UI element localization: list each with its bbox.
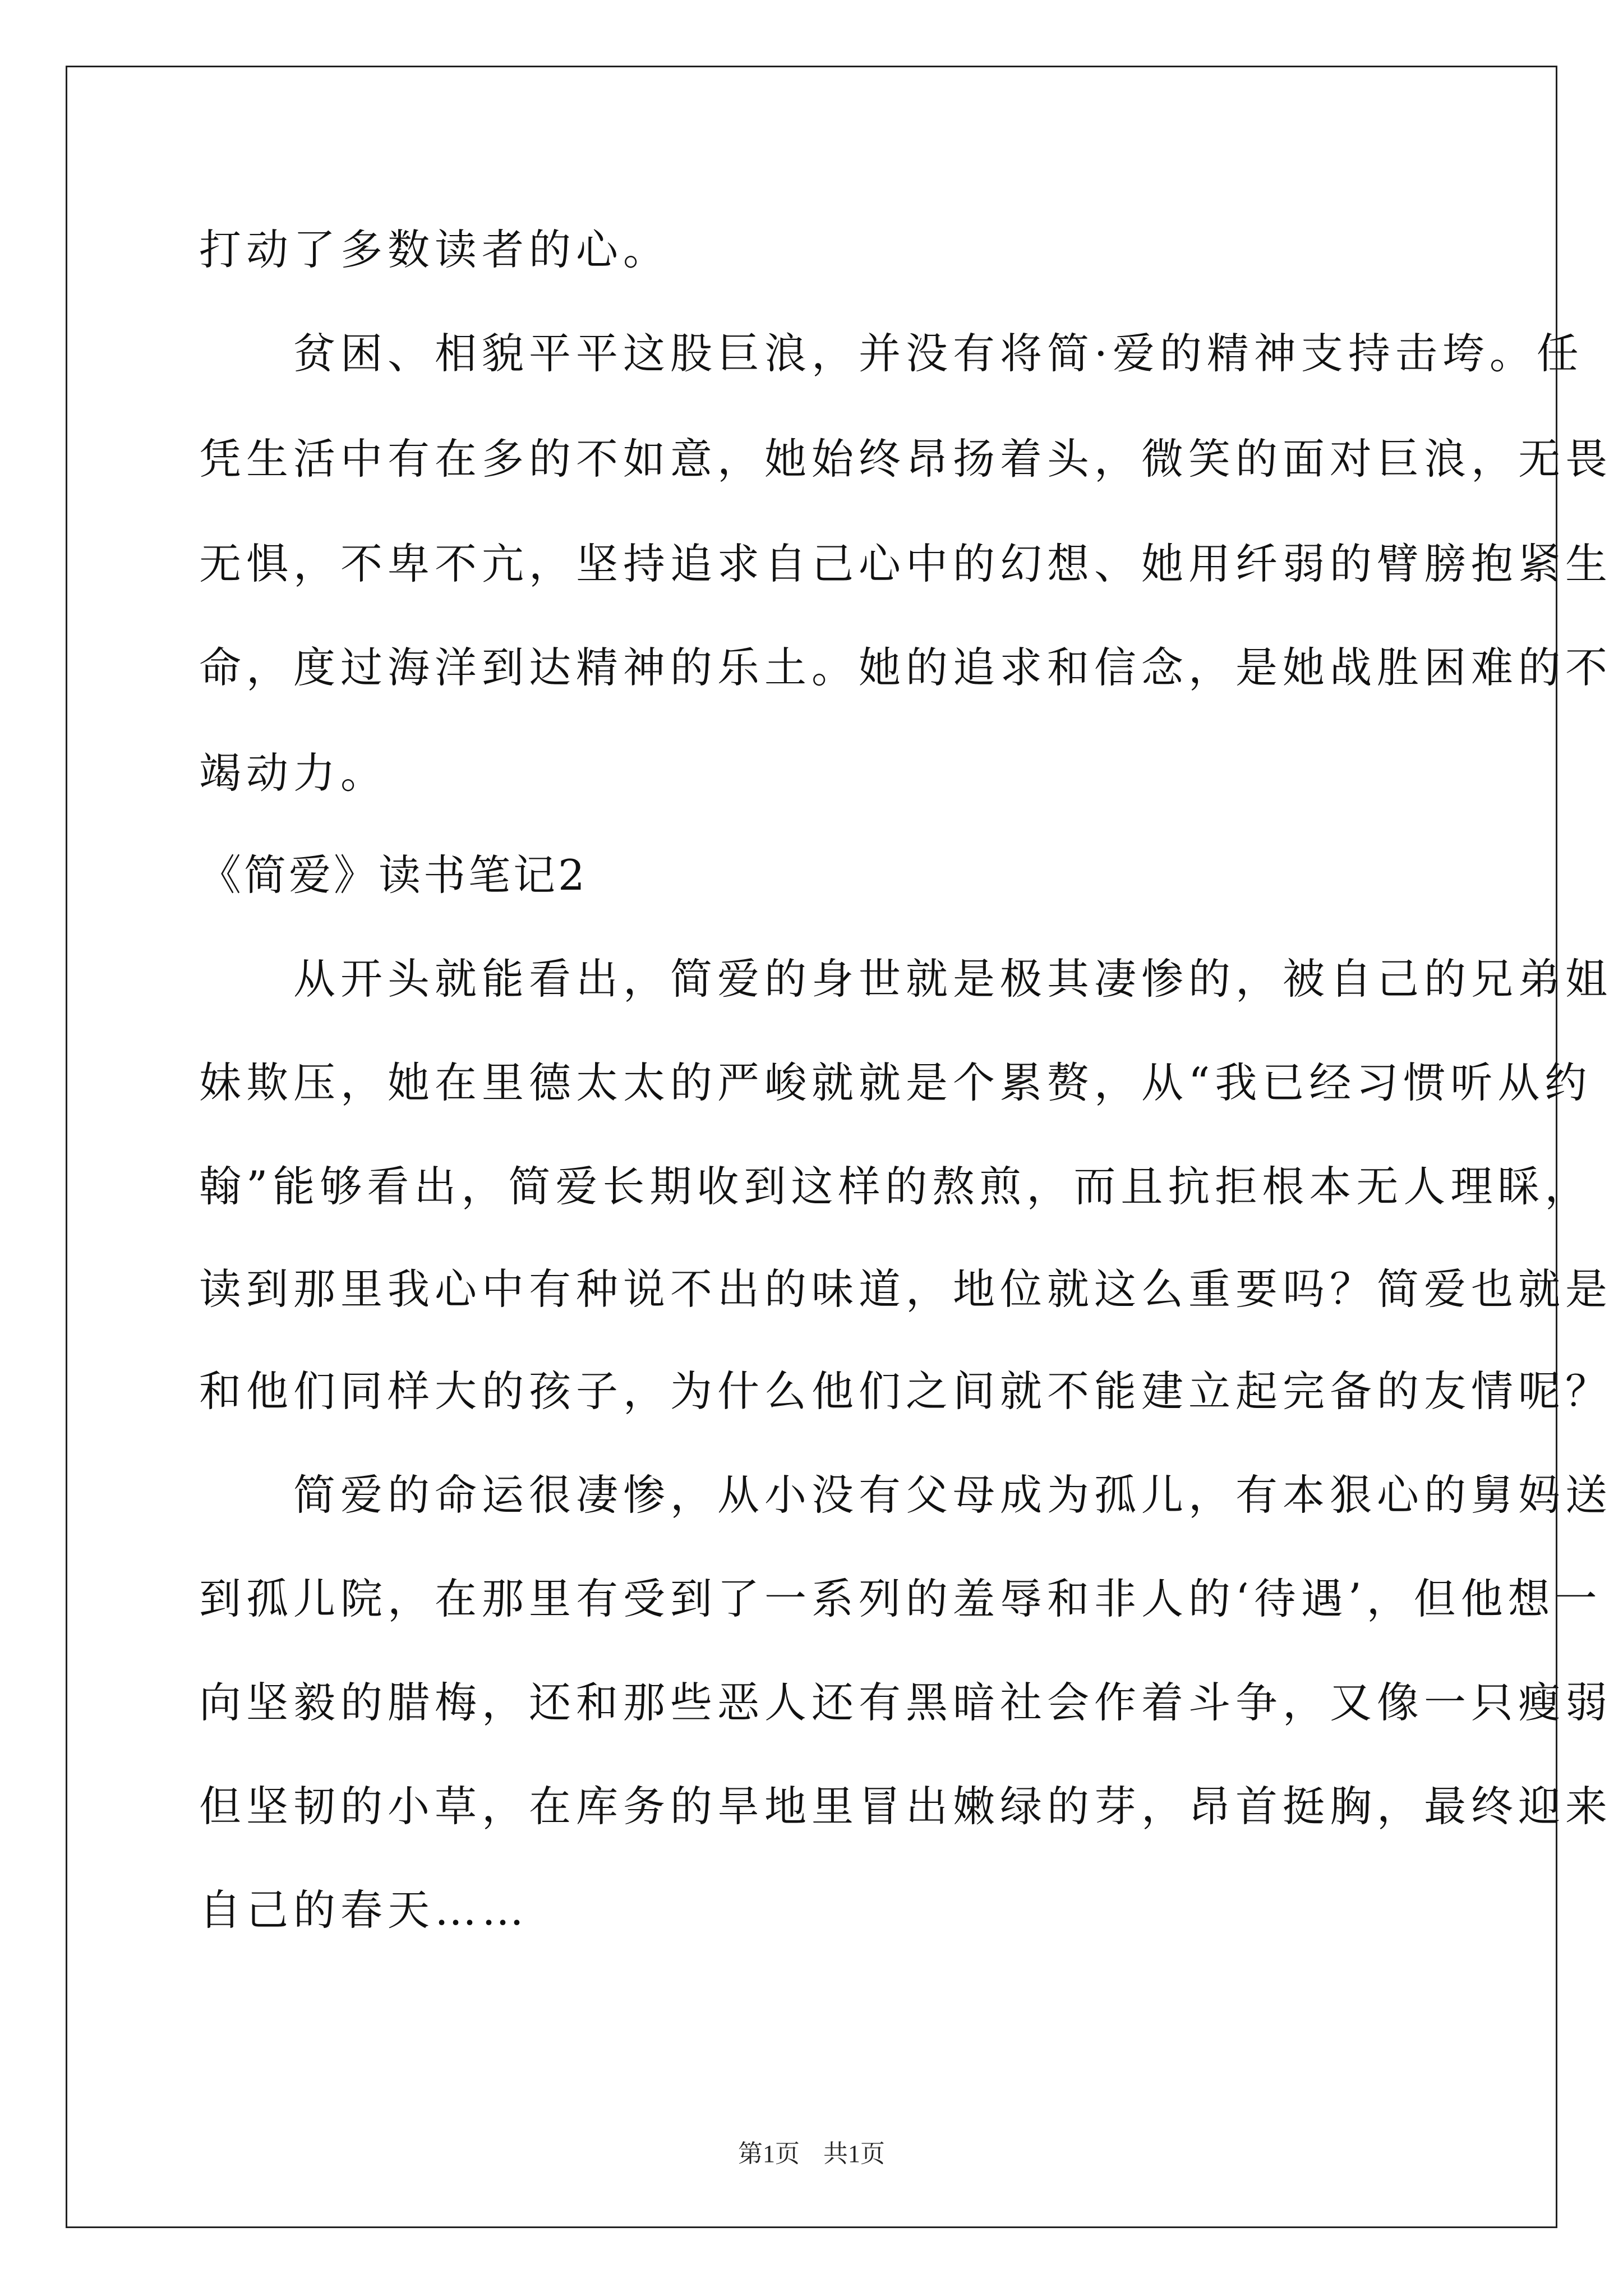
text-line: 和他们同样大的孩子，为什么他们之间就不能建立起完备的友情呢？ xyxy=(199,1366,1613,1416)
text-line: 从开头就能看出，简爱的身世就是极其凄惨的，被自己的兄弟姐 xyxy=(199,954,1613,1004)
text-line: 自己的春天…… xyxy=(199,1885,529,1935)
section-heading: 《简爱》读书笔记2 xyxy=(199,850,588,900)
text-line: 向坚毅的腊梅，还和那些恶人还有黑暗社会作着斗争，又像一只瘦弱 xyxy=(199,1678,1613,1727)
page-total: 共1页 xyxy=(823,2140,885,2168)
text-line: 翰”能够看出，简爱长期收到这样的熬煎，而且抗拒根本无人理睬， xyxy=(199,1162,1592,1211)
text-line: 简爱的命运很凄惨，从小没有父母成为孤儿，有本狠心的舅妈送 xyxy=(199,1470,1613,1520)
text-line: 贫困、相貌平平这股巨浪，并没有将简·爱的精神支持击垮。任 xyxy=(199,329,1584,378)
page-footer xyxy=(0,2137,1623,2171)
text-line: 到孤儿院，在那里有受到了一系列的羞辱和非人的‘待遇’，但他想一 xyxy=(199,1574,1602,1623)
text-line: 但坚韧的小草，在库务的旱地里冒出嫩绿的芽，昂首挺胸，最终迎来 xyxy=(199,1782,1613,1831)
page-number: 第1页 xyxy=(738,2140,800,2168)
text-line: 竭动力。 xyxy=(199,748,388,798)
text-line: 无惧，不卑不亢，坚持追求自己心中的幻想、她用纤弱的臂膀抱紧生 xyxy=(199,539,1613,588)
text-line: 命，度过海洋到达精神的乐土。她的追求和信念，是她战胜困难的不 xyxy=(199,643,1613,692)
text-line: 读到那里我心中有种说不出的味道，地位就这么重要吗？简爱也就是 xyxy=(199,1264,1613,1314)
text-line: 妹欺压，她在里德太太的严峻就就是个累赘，从“我已经习惯听从约 xyxy=(199,1058,1592,1107)
text-line: 凭生活中有在多的不如意，她始终昂扬着头，微笑的面对巨浪，无畏 xyxy=(199,434,1613,484)
text-line: 打动了多数读者的心。 xyxy=(199,225,671,274)
